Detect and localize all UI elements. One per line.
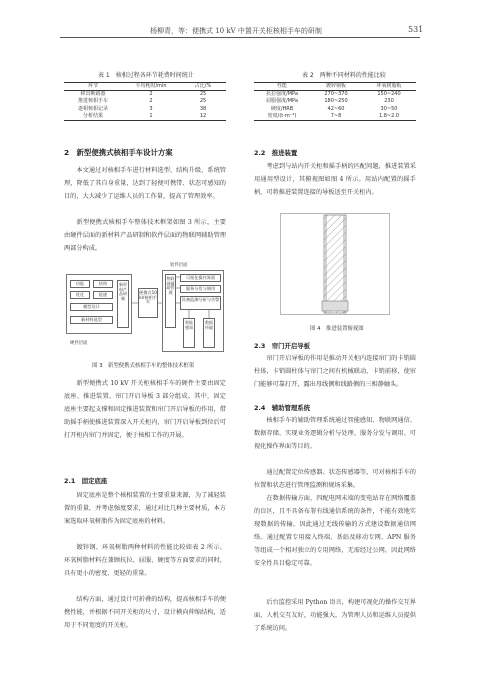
table-row [254, 106, 416, 113]
table-row [64, 98, 226, 105]
sw-bottom-box: 智能感知 [183, 318, 195, 348]
software-layer-label: 软件层面 [170, 263, 188, 268]
table-cell: 1.8~2.0 [362, 113, 416, 121]
center-product-box: 便携式10 kV核相手车 [138, 288, 158, 318]
subsection-heading: 2.3 帘门开启导板 [254, 342, 311, 350]
body-paragraph: 新型便携式核相手车整体技术框架如图 3 所示，主要由硬件层面的新材料产品研制和软件层面的物联网辅助管理两部分构成。 [64, 219, 226, 252]
hw-product-box: 新材料产品研制 [117, 280, 129, 328]
table1 [64, 82, 226, 121]
table-cell: 抗拉强度/MPa [266, 91, 298, 98]
table-cell: 2 [149, 98, 153, 105]
page-number: 531 [408, 25, 424, 34]
subsection-heading: 2.4 辅助管理系统 [254, 404, 311, 412]
body-paragraph: 后台监控采用 Python 语言，构建可视化的操作交互界面，人机交互友好，功能强大，为管理人员和运维人员提供了系统访问。 [254, 599, 416, 632]
body-paragraph: 帘门开启导板的作用是推动开关柜内连接帘门的卡销圆柱体，卡销圆柱体与帘门之间有机械联动，卡销前移，使帘门能够可靠打开，露出母线侧和线路侧的三相静触头。 [254, 355, 416, 388]
table2-header-row [254, 83, 416, 91]
table-cell: 150~240 [377, 91, 401, 98]
sw-box: 设备监测分析与告警 [180, 296, 221, 310]
body-paragraph: 本文通过对核相手车进行材料选型、结构升级、系统管理，降低了其自身重量，达到了轻便可携带、状态可感知的目的，大大减少了运维人员的工作量，提高了管理效率。 [64, 167, 226, 200]
section-heading: 2 新型便携式核相手车设计方案 [64, 148, 173, 157]
hw-box: 功能 [70, 280, 90, 288]
figure4-device [280, 213, 390, 315]
table-cell: 12 [180, 113, 226, 121]
figure3-caption: 图 3 新型便携式核相手车的整体技术框架 [92, 363, 195, 369]
table-cell: 42~60 [327, 105, 345, 112]
table1-header: 平均耗时/min [122, 83, 180, 91]
body-paragraph: 考虑到与站内开关柜和摇手柄的匹配问题，推进装置采用通用型设计，其俯视图如图 4 所示。用站内配置的摇手柄，可将推进装置连接的导板送至开关柜内。 [254, 163, 416, 196]
header-rule [60, 37, 420, 38]
subsection-heading: 2.1 固定底座 [64, 477, 108, 485]
body-paragraph: 在数据传输方面，四配电网末端的变电站存在网络覆盖的盲区，且不具备布署有线通信系统的条件，不能有效地实现数据的传输，因此通过无线传输的方式建设数据通信网络。通过配置专用接入终端、基站及移动专网、APN 服务等组成一个相对独立的专用网络，无需经过公网，因此网络安全性具目稳定可靠。 [254, 495, 416, 567]
table-cell: 38 [199, 105, 207, 112]
hw-box: 提速 [93, 291, 113, 299]
table-row [254, 113, 416, 121]
body-paragraph: 结构方面，通过设计可折叠的结构，提高核相手车的便携性能，并根据不同开关柜的尺寸，设计横向伸缩结构，适用于不同宽度的开关柜。 [64, 596, 226, 629]
table-cell: 密度/(t·m⁻³) [254, 113, 310, 121]
sw-box: 服务分发与调用 [180, 285, 221, 293]
table-cell: 屈服强度/MPa [266, 98, 298, 105]
table-cell: 逐相核相记录 [77, 105, 108, 112]
table-row [64, 113, 226, 121]
sw-box: 可视化操作界面 [180, 274, 221, 282]
body-paragraph: 通过配置定位传感器、状态传感器等，可对核相手车的位置和状态进行管理监测和规场采集。 [254, 469, 416, 489]
table1-header: 占比/% [180, 83, 226, 91]
table-cell: 3 [149, 105, 153, 112]
sw-bottom-box: 数据传输 [203, 318, 215, 348]
table-cell: 230 [384, 98, 394, 105]
table1-header: 环节 [64, 83, 122, 91]
table-cell: 1 [122, 113, 180, 121]
body-paragraph: 固定底座是整个核相装置的主要重量来源，为了减轻装置的重量，并考虑强度要求，通过对比几种主要材质，本方案选取环氧树脂作为固定底座的材料。 [64, 492, 226, 525]
table2-caption: 表 2 两种不同材料的性能比较 [302, 72, 386, 79]
hw-box: 新材料选型 [70, 316, 113, 324]
figure3-framework [66, 262, 224, 354]
table2-header: 性能 [254, 83, 310, 91]
figure4-caption: 图 4 推进装置俯视图 [310, 326, 364, 332]
table-cell: 分析结果 [64, 113, 122, 121]
figure3-connectors [66, 262, 224, 354]
hw-box: 模型设计 [70, 303, 113, 311]
body-paragraph: 镀锌钢、环氧树脂两种材料的性能比较如表 2 所示。环氧树脂材料在兼顾抗拉、屈服、硬度等方面要求的同时，具有更小的密度、更轻的重量。 [64, 544, 226, 577]
table-cell: 7~8 [310, 113, 362, 121]
table-cell: 硬度/HRB [270, 105, 294, 112]
hw-box: 优化 [70, 291, 90, 299]
subsection-heading: 2.2 推进装置 [254, 149, 298, 157]
table-cell: 2 [149, 91, 153, 98]
table2 [254, 82, 416, 121]
table1-header-row [64, 83, 226, 91]
table-cell: 180~250 [324, 98, 348, 105]
pushing-device-drawing [280, 213, 390, 315]
table1-caption: 表 1 核相过程各环节耗费时间统计 [98, 72, 194, 79]
table-cell: 25 [199, 98, 207, 105]
body-paragraph: 新型便携式 10 kV 开关柜核相手车的硬件主要由固定底座、推进装置、帘门开启导板 3 部分组成。其中，固定底座主要起支撑和固定推进装置和帘门开启导板的作用，借助摇手柄使推进装置深入开关柜内，帘门开启导板到位后可打开柜内帘门并固定，便于核相工作的开展。 [64, 380, 226, 439]
table-cell: 30~50 [380, 105, 398, 112]
table-cell: 推进核相手车 [77, 98, 108, 105]
hardware-layer-label: 硬件层面 [70, 341, 88, 346]
table-row [64, 106, 226, 113]
running-header-title: 杨柳青，等：便携式 10 kV 中置开关柜核相手车的研制 [150, 27, 322, 35]
table-cell: 25 [199, 91, 207, 98]
table-cell: 移出断路器 [80, 91, 106, 98]
hw-box: 结构 [93, 280, 113, 288]
body-paragraph: 核相手车的辅助管理系统通过智能感知、物联网通信、数据存储、实现业务逻辑分析与处理、服务分发与调用、可视化操作界面等目的。 [254, 417, 416, 450]
table2-header: 环氧树脂板 [362, 83, 416, 91]
sw-main-box: 物联网辅助管理 [165, 274, 176, 328]
table2-header: 镀锌钢板 [310, 83, 362, 91]
table-row [254, 98, 416, 105]
table-cell: 270~370 [324, 91, 348, 98]
